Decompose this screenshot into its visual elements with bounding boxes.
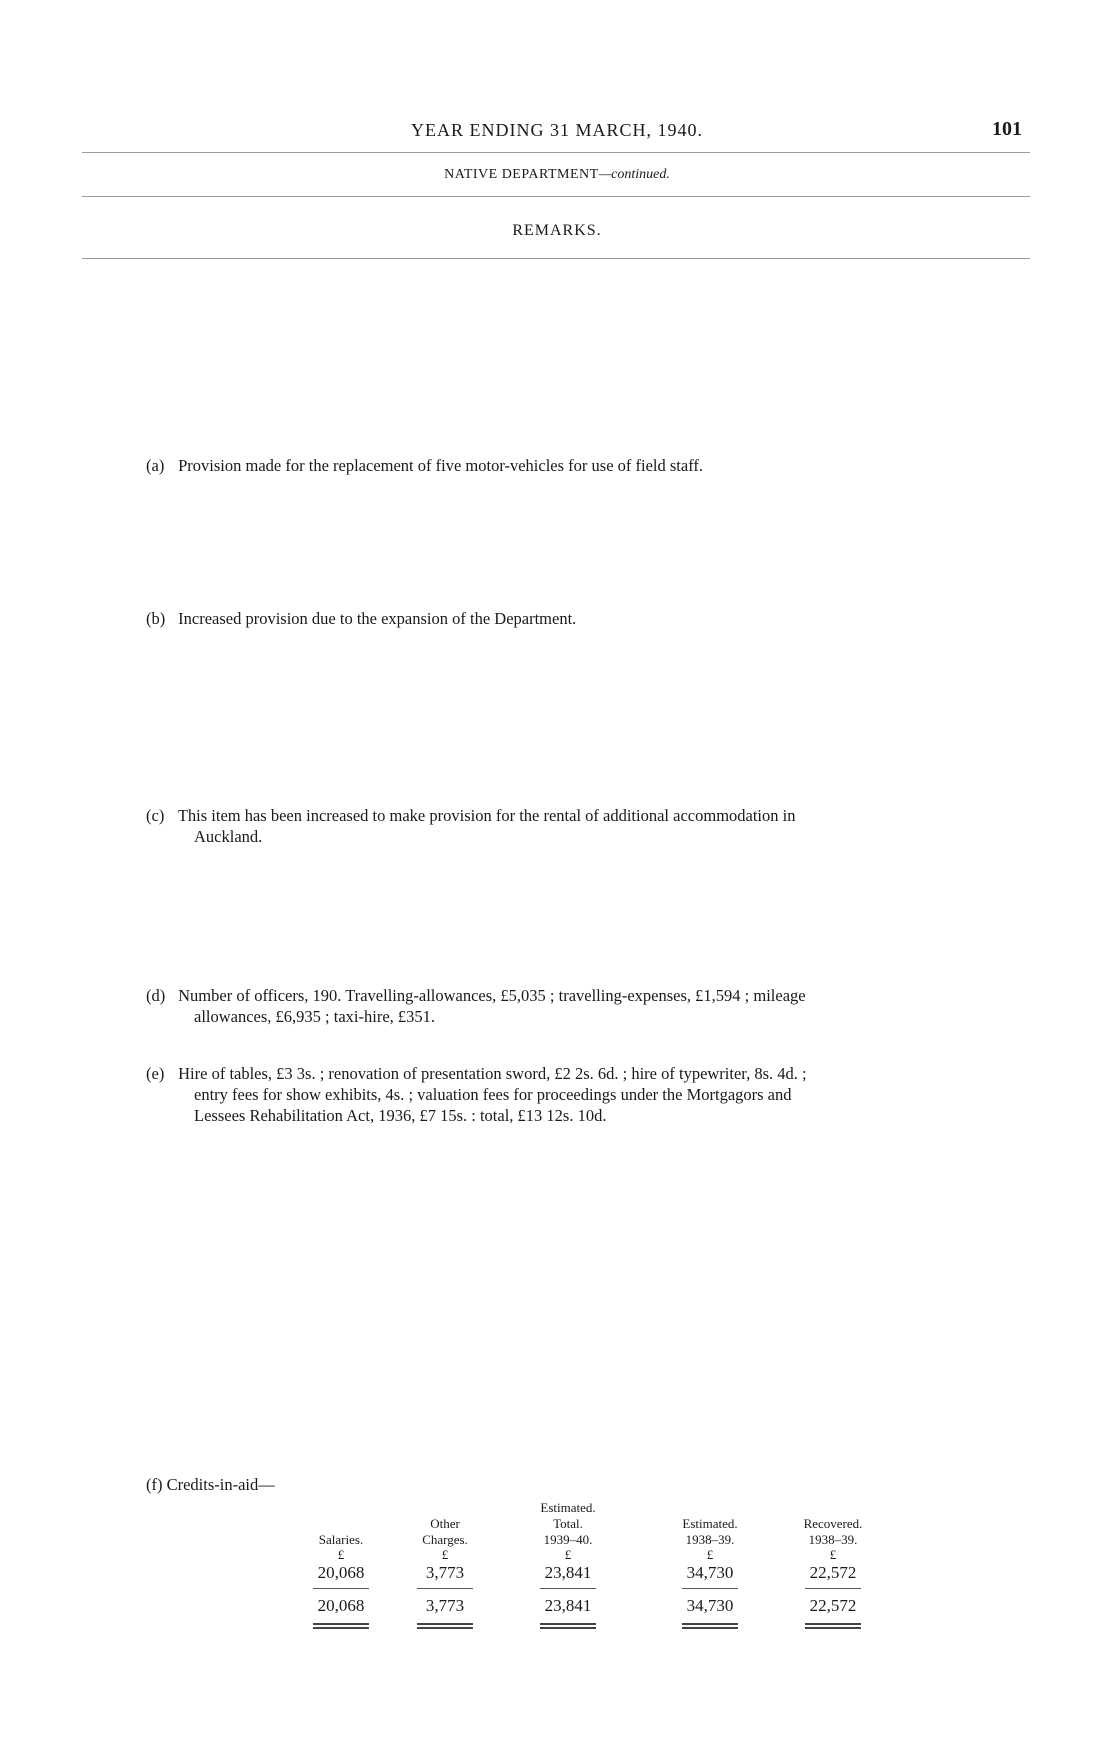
note-text: Increased provision due to the expansion of the Department.: [178, 609, 577, 628]
currency-unit: £: [706, 1547, 714, 1562]
section-title: REMARKS.: [512, 222, 602, 239]
credits-title: Credits-in-aid—: [166, 1475, 275, 1494]
column-value: 34,730: [686, 1563, 734, 1582]
credits-column-recovered-1938: [778, 1500, 888, 1629]
column-total: 23,841: [544, 1596, 592, 1615]
column-header: Salaries.: [318, 1532, 364, 1547]
note-label: (a): [146, 456, 165, 475]
credits-column-estimated-total: [513, 1500, 623, 1629]
column-header: Other: [430, 1516, 460, 1531]
credits-label: (f): [146, 1475, 163, 1494]
column-value: 20,068: [317, 1563, 365, 1582]
column-header: 1938–39.: [685, 1532, 735, 1547]
column-value: 3,773: [425, 1563, 465, 1582]
column-header: [286, 1500, 396, 1516]
note-text: Hire of tables, £3 3s. ; renovation of presentation sword, £2 2s. 6d. ; hire of typewriter, 8s. 4d. ;: [178, 1064, 807, 1083]
note-text-continued: Auckland.: [194, 827, 263, 846]
note-label: (c): [146, 806, 165, 825]
note-label: (b): [146, 609, 166, 628]
currency-unit: £: [829, 1547, 837, 1562]
note-text-continued: entry fees for show exhibits, 4s. ; valuation fees for proceedings under the Mortgagors and: [194, 1085, 792, 1104]
note-label: (e): [146, 1064, 165, 1083]
column-header: Total.: [553, 1516, 583, 1531]
column-value: 22,572: [809, 1563, 857, 1582]
header-rule: [82, 152, 1030, 153]
currency-unit: £: [441, 1547, 449, 1562]
column-header: [778, 1500, 888, 1516]
double-rule: [682, 1623, 738, 1629]
column-header: 1939–40.: [543, 1532, 593, 1547]
sum-rule: [417, 1588, 473, 1589]
note-text-continued: allowances, £6,935 ; taxi-hire, £351.: [194, 1007, 436, 1026]
sum-rule: [805, 1588, 861, 1589]
column-header: [655, 1500, 765, 1516]
column-total: 20,068: [317, 1596, 365, 1615]
column-header: [286, 1516, 396, 1532]
column-total: 22,572: [809, 1596, 857, 1615]
currency-unit: £: [337, 1547, 345, 1562]
note-c: [146, 805, 966, 847]
note-d: [146, 985, 966, 1027]
page-number: 101: [992, 118, 1022, 140]
credits-column-estimated-1938: [655, 1500, 765, 1629]
column-header: Charges.: [422, 1532, 468, 1547]
note-b: [146, 608, 966, 629]
section-rule: [82, 258, 1030, 259]
double-rule: [805, 1623, 861, 1629]
column-total: 34,730: [686, 1596, 734, 1615]
department-name: NATIVE DEPARTMENT: [444, 167, 599, 182]
page-header-title: YEAR ENDING 31 MARCH, 1940.: [411, 120, 703, 140]
double-rule: [313, 1623, 369, 1629]
column-header: Estimated.: [682, 1516, 738, 1531]
sum-rule: [540, 1588, 596, 1589]
note-text-continued: Lessees Rehabilitation Act, 1936, £7 15s. : total, £13 12s. 10d.: [194, 1106, 607, 1125]
column-header: [390, 1500, 500, 1516]
credits-column-other-charges: [390, 1500, 500, 1629]
note-e: [146, 1063, 966, 1126]
note-label: (d): [146, 986, 166, 1005]
note-text: Number of officers, 190. Travelling-allowances, £5,035 ; travelling-expenses, £1,594 ; mileage: [178, 986, 806, 1005]
subheader-rule: [82, 196, 1030, 197]
double-rule: [417, 1623, 473, 1629]
currency-unit: £: [564, 1547, 572, 1562]
column-total: 3,773: [425, 1596, 465, 1615]
credits-heading: [146, 1475, 275, 1495]
column-header: Recovered.: [803, 1516, 863, 1531]
note-text: Provision made for the replacement of five motor-vehicles for use of field staff.: [178, 456, 704, 475]
continued-label: —continued.: [598, 167, 670, 182]
sum-rule: [682, 1588, 738, 1589]
column-value: 23,841: [544, 1563, 592, 1582]
column-header: Estimated.: [540, 1500, 596, 1515]
note-a: [146, 455, 966, 476]
department-subheader: [0, 167, 1114, 183]
double-rule: [540, 1623, 596, 1629]
column-header: 1938–39.: [808, 1532, 858, 1547]
sum-rule: [313, 1588, 369, 1589]
note-text: This item has been increased to make provision for the rental of additional accommodation in: [177, 806, 796, 825]
credits-column-salaries: [286, 1500, 396, 1629]
